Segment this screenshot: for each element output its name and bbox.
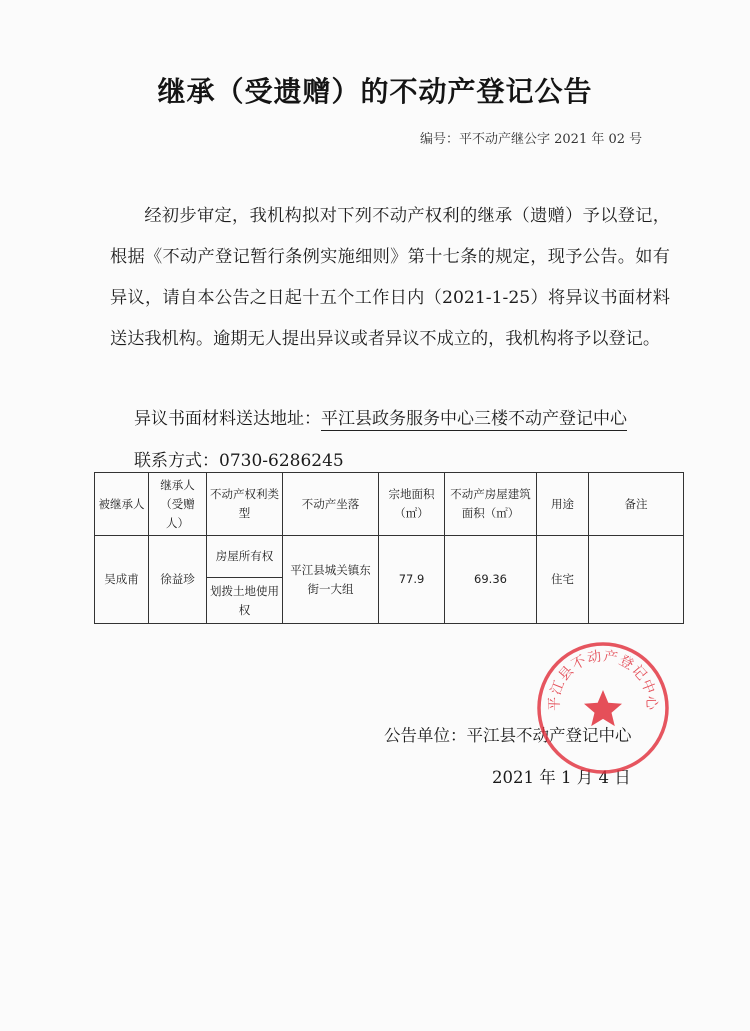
header-land-area: 宗地面积（㎡） bbox=[379, 473, 445, 536]
header-remark: 备注 bbox=[589, 473, 684, 536]
publisher-line: 公告单位：平江县不动产登记中心 bbox=[384, 726, 632, 745]
contact-line bbox=[134, 446, 694, 471]
cell-right-type-1: 房屋所有权 bbox=[207, 536, 283, 578]
header-heir: 继承人（受赠人） bbox=[149, 473, 207, 536]
header-building-area: 不动产房屋建筑面积（㎡） bbox=[445, 473, 537, 536]
seal-star-icon bbox=[584, 690, 622, 726]
contact-label: 联系方式： bbox=[134, 451, 219, 471]
cell-right-type-2: 划拨土地使用权 bbox=[207, 578, 283, 624]
document-number: 编号：平不动产继公字 2021 年 02 号 bbox=[420, 132, 643, 147]
table-header-row bbox=[95, 473, 684, 536]
notice-body bbox=[110, 196, 670, 360]
notice-title: 继承（受遗赠）的不动产登记公告 bbox=[157, 75, 593, 108]
official-seal-stamp bbox=[535, 640, 671, 776]
address-value: 平江县政务服务中心三楼不动产登记中心 bbox=[321, 409, 627, 429]
registration-table bbox=[94, 472, 684, 624]
cell-heir: 徐益珍 bbox=[149, 536, 207, 624]
cell-decedent: 吴成甫 bbox=[95, 536, 149, 624]
cell-remark bbox=[589, 536, 684, 624]
svg-text:平江县不动产登记中心: 平江县不动产登记中心 bbox=[546, 648, 660, 712]
cell-usage: 住宅 bbox=[537, 536, 589, 624]
header-right-type: 不动产权利类 型 bbox=[207, 473, 283, 536]
contact-value: 0730-6286245 bbox=[219, 451, 344, 471]
cell-location: 平江县城关镇东街一大组 bbox=[283, 536, 379, 624]
header-decedent: 被继承人 bbox=[95, 473, 149, 536]
cell-land-area: 77.9 bbox=[379, 536, 445, 624]
cell-building-area: 69.36 bbox=[445, 536, 537, 624]
address-label: 异议书面材料送达地址： bbox=[134, 409, 321, 429]
publish-date: 2021 年 1 月 4 日 bbox=[492, 768, 631, 787]
header-location: 不动产坐落 bbox=[283, 473, 379, 536]
notice-paragraph: 经初步审定，我机构拟对下列不动产权利的继承（遗赠）予以登记，根据《不动产登记暂行条例实施细则》第十七条的规定，现予公告。如有异议，请自本公告之日起十五个工作日内（2021-1-25）将异议书面材料送达我机构。逾期无人提出异议或者异议不成立的，我机构将予以登记。 bbox=[110, 206, 670, 349]
header-usage: 用途 bbox=[537, 473, 589, 536]
table-row bbox=[95, 536, 684, 578]
objection-address-line bbox=[134, 404, 694, 429]
